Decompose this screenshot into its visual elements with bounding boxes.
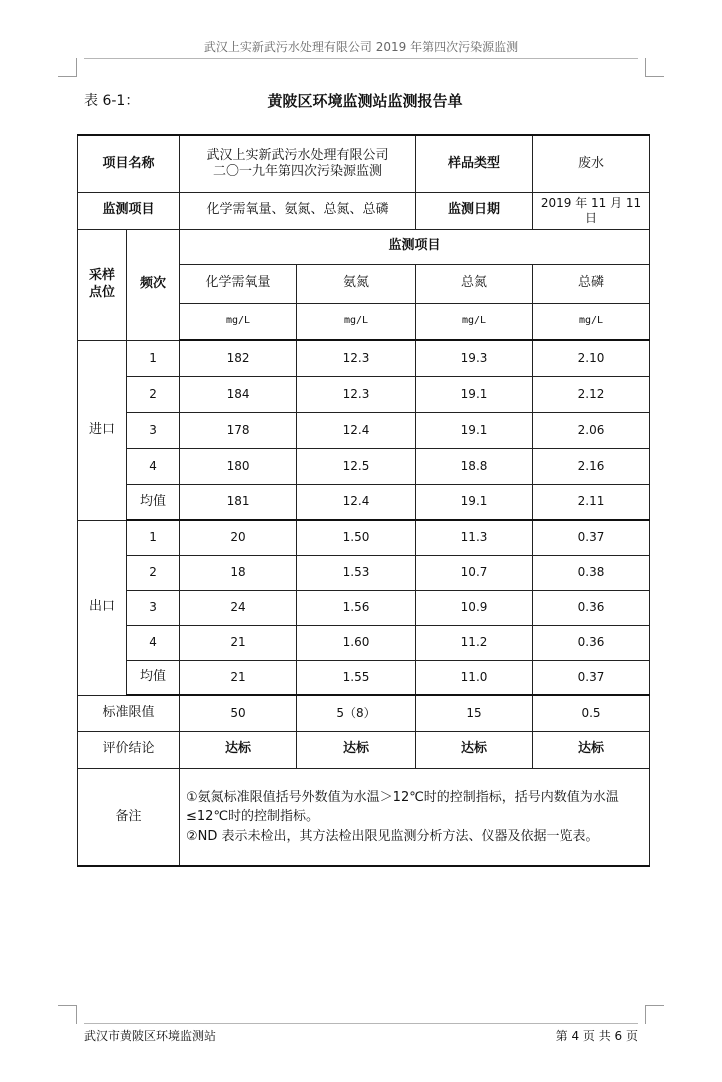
nh3n-cell: 1.56 [297, 590, 416, 625]
cod-cell: 180 [180, 448, 297, 484]
remark-note-2: ②ND 表示未检出，其方法检出限见监测分析方法、仪器及依据一览表。 [186, 828, 599, 844]
sample-type-label: 样品类型 [416, 135, 533, 192]
tn-cell: 19.1 [416, 484, 533, 520]
freq-cell: 4 [127, 448, 180, 484]
monitoring-report-table [77, 134, 650, 867]
tn-cell: 19.1 [416, 412, 533, 448]
header-row-group [78, 229, 650, 264]
freq-cell: 1 [127, 520, 180, 555]
crop-mark-bottom-left [58, 1005, 77, 1024]
column-header-nh3n: 氨氮 [297, 264, 416, 303]
footer-rule [84, 1023, 638, 1024]
standard-cod: 50 [180, 695, 297, 731]
tn-cell: 11.3 [416, 520, 533, 555]
standard-label: 标准限值 [78, 695, 180, 731]
tn-cell: 18.8 [416, 448, 533, 484]
tn-cell: 19.3 [416, 340, 533, 376]
tp-cell: 2.06 [533, 412, 650, 448]
table-row [78, 340, 650, 376]
table-row [78, 484, 650, 520]
items-row [78, 192, 650, 229]
tp-cell: 0.37 [533, 660, 650, 695]
crop-mark-top-right [645, 58, 664, 77]
nh3n-cell: 12.5 [297, 448, 416, 484]
crop-mark-bottom-right [645, 1005, 664, 1024]
column-header-tn: 总氮 [416, 264, 533, 303]
conclusion-row [78, 731, 650, 768]
cod-cell: 178 [180, 412, 297, 448]
monitor-date-value: 2019 年 11 月 11 日 [533, 192, 650, 229]
cod-cell: 182 [180, 340, 297, 376]
tp-cell: 0.37 [533, 520, 650, 555]
column-header-tp: 总磷 [533, 264, 650, 303]
page-header: 武汉上实新武污水处理有限公司 2019 年第四次污染源监测 [203, 40, 519, 54]
freq-cell: 2 [127, 555, 180, 590]
crop-mark-top-left [58, 58, 77, 77]
table-row [78, 555, 650, 590]
table-caption [84, 90, 646, 114]
tp-cell: 0.36 [533, 625, 650, 660]
project-row [78, 135, 650, 192]
table-number: 表 6-1： [84, 93, 140, 109]
sample-type-value: 废水 [533, 135, 650, 192]
outlet-label: 出口 [78, 520, 127, 695]
table-row [78, 660, 650, 695]
project-name-line2: 二〇一九年第四次污染源监测 [213, 163, 383, 179]
table-row [78, 590, 650, 625]
remarks-row [78, 768, 650, 866]
table-row [78, 448, 650, 484]
column-header-cod: 化学需氧量 [180, 264, 297, 303]
tp-cell: 0.38 [533, 555, 650, 590]
cod-cell: 18 [180, 555, 297, 590]
tp-cell: 2.16 [533, 448, 650, 484]
unit-tp: mg/L [533, 303, 650, 340]
remarks-content [180, 768, 650, 866]
conclusion-nh3n: 达标 [297, 731, 416, 768]
sampling-point-header [78, 229, 127, 340]
nh3n-cell: 1.53 [297, 555, 416, 590]
standard-tn: 15 [416, 695, 533, 731]
conclusion-tn: 达标 [416, 731, 533, 768]
footer-organization: 武汉市黄陂区环境监测站 [84, 1029, 217, 1043]
report-title [84, 90, 646, 111]
sampling-point-header-line2: 点位 [88, 284, 115, 300]
tn-cell: 19.1 [416, 376, 533, 412]
freq-cell: 4 [127, 625, 180, 660]
conclusion-tp: 达标 [533, 731, 650, 768]
table-row [78, 520, 650, 555]
unit-cod: mg/L [180, 303, 297, 340]
tn-cell: 10.7 [416, 555, 533, 590]
project-name-line1: 武汉上实新武污水处理有限公司 [206, 147, 389, 163]
nh3n-cell: 1.50 [297, 520, 416, 555]
frequency-header: 频次 [127, 229, 180, 340]
footer-page-number: 第 4 页 共 6 页 [555, 1029, 638, 1043]
nh3n-cell: 1.55 [297, 660, 416, 695]
nh3n-cell: 1.60 [297, 625, 416, 660]
header-rule [84, 58, 638, 59]
tp-cell: 2.10 [533, 340, 650, 376]
nh3n-cell: 12.4 [297, 412, 416, 448]
project-name-value [180, 135, 416, 192]
cod-cell: 20 [180, 520, 297, 555]
freq-cell: 均值 [127, 484, 180, 520]
conclusion-label: 评价结论 [78, 731, 180, 768]
table-row [78, 625, 650, 660]
project-name-label: 项目名称 [78, 135, 180, 192]
monitor-items-value: 化学需氧量、氨氮、总氮、总磷 [180, 192, 416, 229]
tn-cell: 11.0 [416, 660, 533, 695]
freq-cell: 1 [127, 340, 180, 376]
freq-cell: 3 [127, 412, 180, 448]
cod-cell: 21 [180, 660, 297, 695]
unit-nh3n: mg/L [297, 303, 416, 340]
nh3n-cell: 12.4 [297, 484, 416, 520]
remarks-label: 备注 [78, 768, 180, 866]
cod-cell: 184 [180, 376, 297, 412]
nh3n-cell: 12.3 [297, 376, 416, 412]
freq-cell: 2 [127, 376, 180, 412]
freq-cell: 3 [127, 590, 180, 625]
standard-nh3n: 5（8） [297, 695, 416, 731]
standard-row [78, 695, 650, 731]
cod-cell: 21 [180, 625, 297, 660]
monitor-date-label: 监测日期 [416, 192, 533, 229]
sampling-point-header-line1: 采样 [88, 268, 115, 284]
tn-cell: 10.9 [416, 590, 533, 625]
report-title-text: 黄陂区环境监测站监测报告单 [267, 92, 463, 110]
unit-tn: mg/L [416, 303, 533, 340]
tp-cell: 2.12 [533, 376, 650, 412]
tp-cell: 0.36 [533, 590, 650, 625]
standard-tp: 0.5 [533, 695, 650, 731]
monitor-items-label: 监测项目 [78, 192, 180, 229]
cod-cell: 181 [180, 484, 297, 520]
table-row [78, 376, 650, 412]
cod-cell: 24 [180, 590, 297, 625]
monitor-items-group-header: 监测项目 [180, 229, 650, 264]
inlet-label: 进口 [78, 340, 127, 520]
table-row [78, 412, 650, 448]
freq-cell: 均值 [127, 660, 180, 695]
tp-cell: 2.11 [533, 484, 650, 520]
remark-note-1: ①氨氮标准限值括号外数值为水温＞12℃时的控制指标，括号内数值为水温≤12℃时的控制指标。 [186, 789, 619, 824]
nh3n-cell: 12.3 [297, 340, 416, 376]
tn-cell: 11.2 [416, 625, 533, 660]
conclusion-cod: 达标 [180, 731, 297, 768]
